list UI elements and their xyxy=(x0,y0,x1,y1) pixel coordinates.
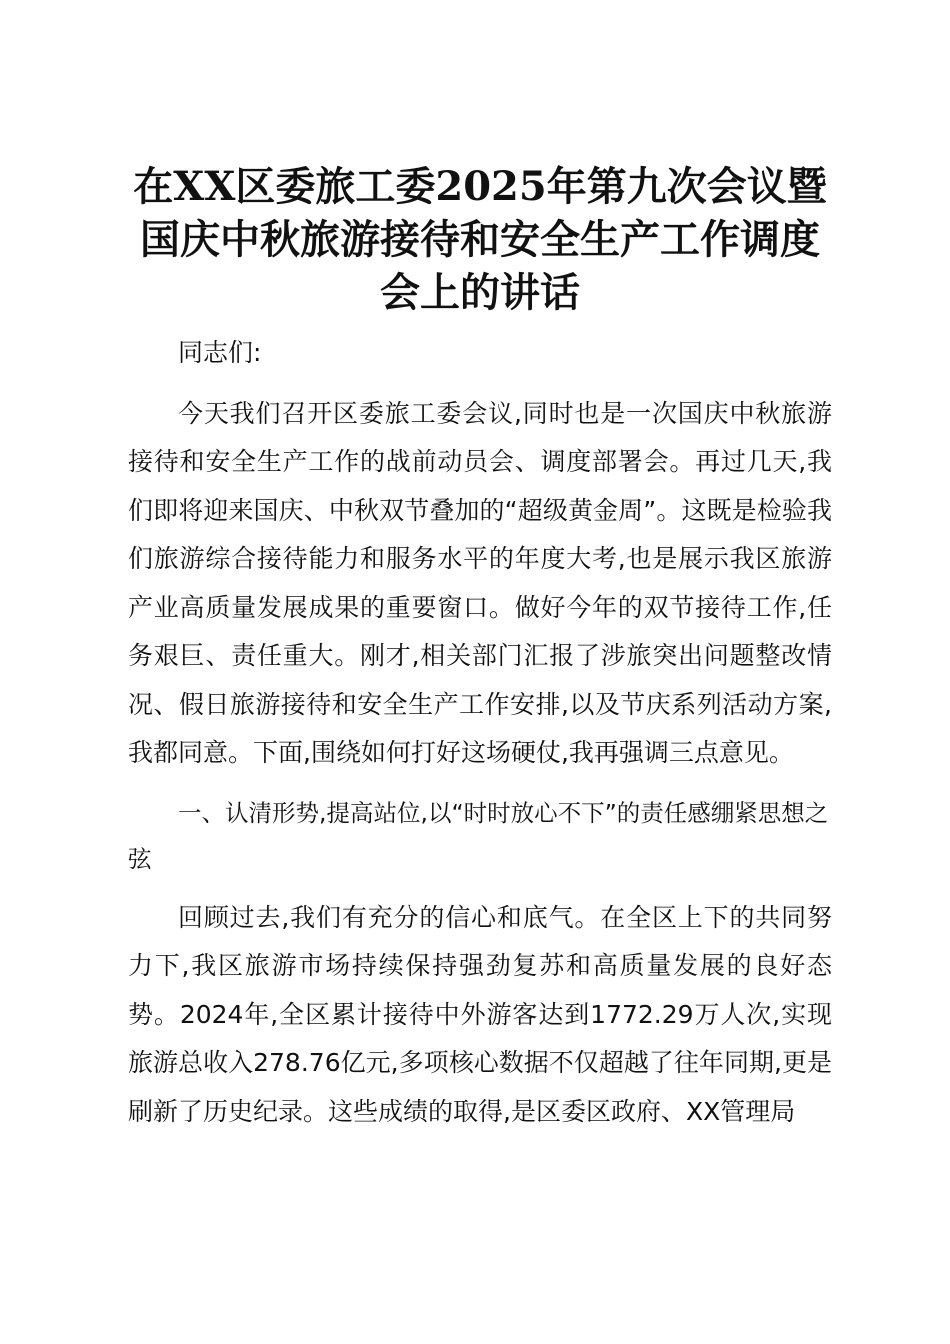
body-paragraph: 今天我们召开区委旅工委会议,同时也是一次国庆中秋旅游接待和安全生产工作的战前动员会、调度部署会。再过几天,我们即将迎来国庆、中秋双节叠加的“超级黄金周”。这既是检验我们旅游综合接待能力和服务水平的年度大考,也是展示我区旅游产业高质量发展成果的重要窗口。做好今年的双节接待工作,任务艰巨、责任重大。刚才,相关部门汇报了涉旅突出问题整改情况、假日旅游接待和安全生产工作安排,以及节庆系列活动方案,我都同意。下面,围绕如何打好这场硬仗,我再强调三点意见。 xyxy=(128,398,832,767)
section-heading: 一、认清形势,提高站位,以“时时放心不下”的责任感绷紧思想之弦 xyxy=(128,798,829,873)
section-paragraph: 回顾过去,我们有充分的信心和底气。在全区上下的共同努力下,我区旅游市场持续保持强劲复苏和高质量发展的良好态势。2024年,全区累计接待中外游客达到1772.29万人次,实现旅游总收入278.76亿元,多项核心数据不仅超越了往年同期,更是刷新了历史纪录。这些成绩的取得,是区委区政府、XX管理局 xyxy=(128,902,832,1126)
title-line-3: 会上的讲话 xyxy=(380,269,580,316)
greeting: 同志们: xyxy=(178,338,262,367)
title-line-2: 国庆中秋旅游接待和安全生产工作调度 xyxy=(140,216,820,263)
document-page xyxy=(128,160,832,1136)
title-line-1: 在XX区委旅工委2025年第九次会议暨 xyxy=(133,163,827,210)
document-title xyxy=(128,160,832,319)
